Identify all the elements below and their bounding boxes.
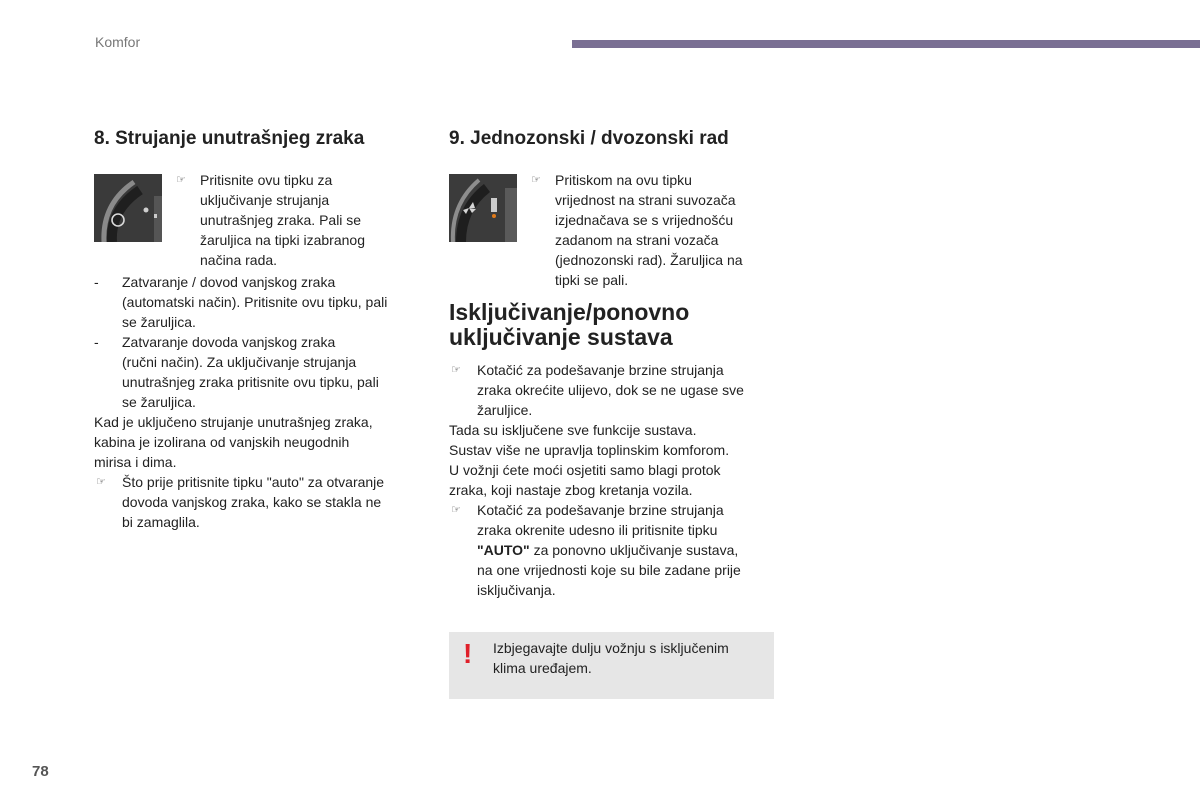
text-line: Kad je uključeno strujanje unutrašnjeg zraka,	[94, 414, 373, 430]
text-line: Pritisnite ovu tipku za	[200, 172, 333, 188]
recirculation-bullet	[174, 170, 424, 270]
dash-mark: -	[94, 274, 99, 290]
heading-line: uključivanje sustava	[449, 324, 673, 350]
section-heading-recirculation: 8. Strujanje unutrašnjeg zraka	[94, 128, 365, 149]
dual-zone-bullet	[529, 170, 779, 290]
text-line: bi zamaglila.	[122, 514, 200, 530]
text-line: žaruljica na tipki izabranog	[200, 232, 365, 248]
heading-line: Isključivanje/ponovno	[449, 299, 690, 325]
text-line: mirisa i dima.	[94, 454, 177, 470]
text-line: dovoda vanjskog zraka, kako se stakla ne	[122, 494, 382, 510]
text-line: Zatvaranje / dovod vanjskog zraka	[122, 274, 336, 290]
text-line: unutrašnjeg zraka. Pali se	[200, 212, 362, 228]
pointing-hand-icon: ☞	[451, 364, 461, 376]
text-line: isključivanja.	[477, 582, 556, 598]
text-line: Kotačić za podešavanje brzine strujanja	[477, 362, 724, 378]
text-line: načina rada.	[200, 252, 278, 268]
text-line: zadanom na strani vozača	[555, 232, 719, 248]
dual-zone-button-photo-icon	[449, 174, 517, 242]
page-number: 78	[32, 763, 49, 780]
dual-zone-figure	[449, 170, 779, 290]
text-line: se žaruljica.	[122, 314, 196, 330]
text-line	[477, 540, 779, 560]
text-line: unutrašnjeg zraka pritisnite ovu tipku, pali	[122, 374, 379, 390]
pointing-hand-icon: ☞	[531, 174, 541, 186]
section-heading-zones: 9. Jednozonski / dvozonski rad	[449, 128, 729, 149]
pointing-hand-icon: ☞	[176, 174, 186, 186]
cabin-isolated-paragraph	[94, 412, 424, 472]
exclamation-warning-icon: !	[463, 638, 473, 669]
text-line: žaruljice.	[477, 402, 533, 418]
dash-mark: -	[94, 334, 99, 350]
text-line: (automatski način). Pritisnite ovu tipku, pali	[122, 294, 388, 310]
dash-item-manual	[94, 332, 424, 412]
recirculation-button-photo-icon	[94, 174, 162, 242]
text-line: tipki se pali.	[555, 272, 629, 288]
text-line: Tada su isključene sve funkcije sustava.	[449, 422, 697, 438]
pointing-hand-icon: ☞	[96, 476, 106, 488]
auto-advice-bullet	[94, 472, 424, 532]
warning-text	[493, 638, 763, 678]
switch-off-bullet	[449, 360, 779, 420]
text-line: (ručni način). Za uključivanje strujanja	[122, 354, 357, 370]
switch-on-bullet	[449, 500, 779, 600]
text-line: Sustav više ne upravlja toplinskim komforom.	[449, 442, 730, 458]
text-line: zraka okrećite ulijevo, dok se ne ugase sve	[477, 382, 744, 398]
pointing-hand-icon: ☞	[451, 504, 461, 516]
text-line: uključivanje strujanja	[200, 192, 330, 208]
text-fragment: za ponovno uključivanje sustava,	[529, 542, 739, 558]
text-line: Izbjegavajte dulju vožnju s isključenim	[493, 640, 729, 656]
text-line: izjednačava se s vrijednošću	[555, 212, 734, 228]
text-line: se žaruljica.	[122, 394, 196, 410]
text-line: Kotačić za podešavanje brzine strujanja	[477, 502, 724, 518]
text-line: vrijednost na strani suvozača	[555, 192, 736, 208]
recirculation-figure	[94, 170, 424, 270]
text-line: na one vrijednosti koje su bile zadane prije	[477, 562, 741, 578]
text-line: kabina je izolirana od vanjskih neugodnih	[94, 434, 350, 450]
text-line: Pritiskom na ovu tipku	[555, 172, 692, 188]
header-bar	[572, 40, 1200, 48]
section-heading-switch-off	[449, 300, 779, 350]
system-off-paragraph	[449, 420, 779, 500]
header-title: Komfor	[95, 34, 141, 50]
text-line: (jednozonski rad). Žaruljica na	[555, 252, 743, 268]
dash-item-automatic	[94, 272, 424, 332]
left-column	[94, 126, 424, 532]
text-line: Zatvaranje dovoda vanjskog zraka	[122, 334, 336, 350]
text-line: klima uređajem.	[493, 660, 592, 676]
text-line: Što prije pritisnite tipku "auto" za otvaranje	[122, 474, 385, 490]
auto-label: "AUTO"	[477, 542, 530, 558]
warning-box	[449, 632, 774, 699]
text-line: U vožnji ćete moći osjetiti samo blagi protok	[449, 462, 721, 478]
text-line: zraka okrenite udesno ili pritisnite tipku	[477, 522, 718, 538]
text-line: zraka, koji nastaje zbog kretanja vozila.	[449, 482, 693, 498]
right-column	[449, 126, 779, 600]
